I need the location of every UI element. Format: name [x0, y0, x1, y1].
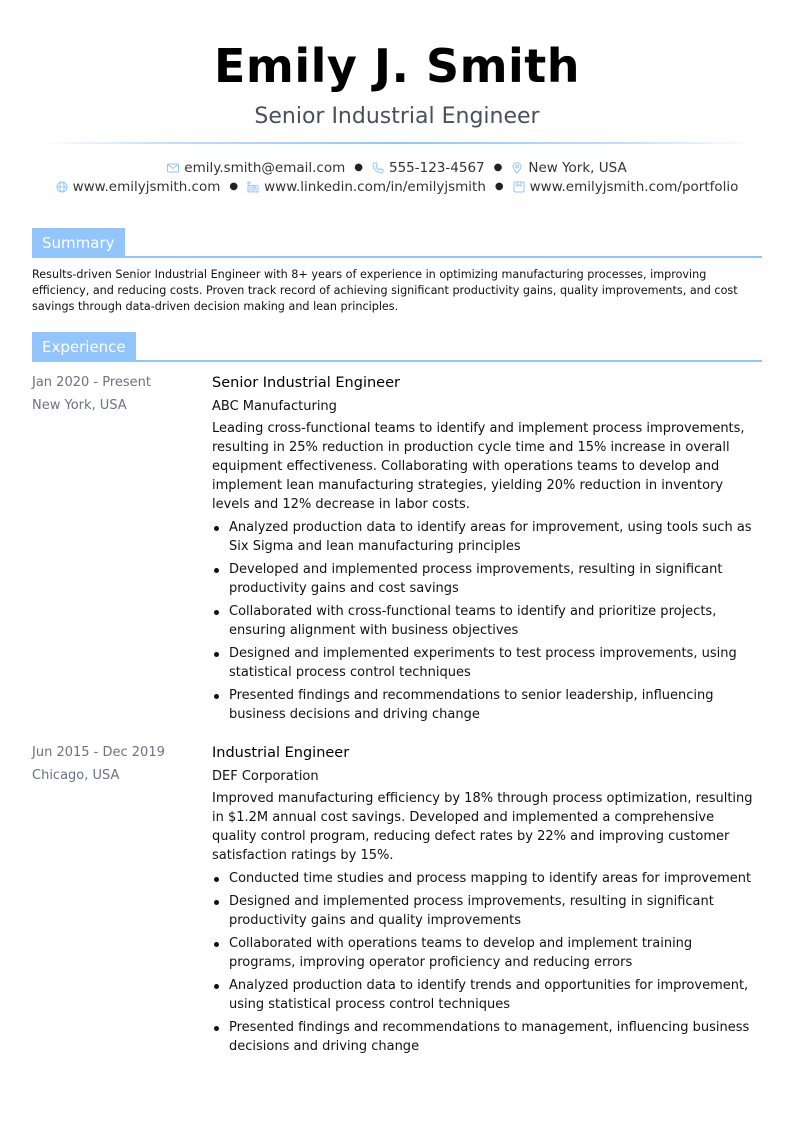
contact-location [511, 160, 626, 176]
job-location: Chicago, USA [32, 768, 120, 783]
separator-dot: ● [493, 162, 503, 173]
phone-icon [372, 162, 384, 174]
contact-row-1 [0, 158, 794, 177]
job-dates: Jun 2015 - Dec 2019 [32, 745, 165, 760]
list-item: Presented findings and recommendations to senior leadership, influencing business decisions and driving change [212, 686, 762, 724]
website-text: www.emilyjsmith.com [72, 178, 221, 195]
separator-dot: ● [229, 181, 239, 192]
job-bullets [212, 518, 762, 724]
summary-heading: Summary [32, 228, 125, 258]
contact-portfolio[interactable] [513, 179, 739, 195]
list-item: Presented findings and recommendations to management, influencing business decisions and driving change [212, 1018, 762, 1056]
resume-header [0, 0, 794, 196]
location-text: New York, USA [528, 159, 627, 176]
company-name: ABC Manufacturing [212, 399, 337, 414]
separator-dot: ● [494, 181, 504, 192]
candidate-name: Emily J. Smith [213, 39, 581, 93]
location-pin-icon [511, 162, 523, 174]
job-location: New York, USA [32, 398, 127, 413]
list-item: Designed and implemented experiments to test process improvements, using statistical process control techniques [212, 644, 762, 682]
contact-info [0, 158, 794, 196]
job-title-heading: Senior Industrial Engineer [254, 104, 540, 129]
job-meta [32, 371, 202, 417]
separator-dot: ● [354, 162, 363, 173]
job-title: Industrial Engineer [212, 745, 350, 761]
linkedin-icon [247, 181, 259, 193]
job-description: Leading cross-functional teams to identify and implement process improvements, resulting in 25% reduction in production cycle time and 15% increase in overall equipment effectiveness. Collaborating with operations teams to develop and implement lean manufacturing strategies, yielding 20% reduction in inventory levels and 12% decrease in labor costs. [212, 421, 745, 512]
contact-linkedin[interactable] [247, 179, 486, 195]
list-item: Conducted time studies and process mapping to identify areas for improvement [212, 869, 762, 888]
list-item: Analyzed production data to identify areas for improvement, using tools such as Six Sigma and lean manufacturing principles [212, 518, 762, 556]
list-item: Analyzed production data to identify trends and opportunities for improvement, using statistical process control techniques [212, 976, 762, 1014]
contact-email[interactable] [167, 160, 345, 176]
header-divider [37, 142, 757, 144]
experience-section-header [32, 332, 762, 362]
job-bullets [212, 869, 762, 1056]
list-item: Collaborated with cross-functional teams to identify and prioritize projects, ensuring alignment with business objectives [212, 602, 762, 640]
contact-website[interactable] [56, 179, 221, 195]
summary-section-header [32, 228, 762, 258]
job-details [212, 741, 762, 1060]
contact-row-2 [0, 177, 794, 196]
list-item: Developed and implemented process improvements, resulting in significant productivity gains and cost savings [212, 560, 762, 598]
experience-heading: Experience [32, 332, 136, 362]
globe-icon [56, 181, 68, 193]
linkedin-text: www.linkedin.com/in/emilyjsmith [264, 178, 486, 195]
phone-text: 555-123-4567 [388, 159, 485, 176]
job-dates: Jan 2020 - Present [32, 375, 151, 390]
portfolio-icon [513, 181, 525, 193]
mail-icon [167, 162, 179, 174]
job-details [212, 371, 762, 728]
job-meta [32, 741, 202, 787]
company-name: DEF Corporation [212, 769, 319, 784]
list-item: Designed and implemented process improvements, resulting in significant productivity gains and quality improvements [212, 892, 762, 930]
job-title: Senior Industrial Engineer [212, 375, 400, 391]
job-description: Improved manufacturing efficiency by 18% through process optimization, resulting in $1.2M annual cost savings. Developed and implemented a comprehensive quality control program, reducing defect rates by 22% and improving customer satisfaction ratings by 15%. [212, 791, 753, 863]
portfolio-text: www.emilyjsmith.com/portfolio [529, 178, 739, 195]
contact-phone[interactable] [372, 160, 485, 176]
list-item: Collaborated with operations teams to develop and implement training programs, improving operator proficiency and reducing errors [212, 934, 762, 972]
email-text: emily.smith@email.com [184, 159, 346, 176]
summary-text: Results-driven Senior Industrial Engineer with 8+ years of experience in optimizing manufacturing processes, improving efficiency, and reducing costs. Proven track record of achieving significant productivity gains, quality improvements, and cost savings through data-driven decision making and lean principles. [32, 268, 738, 314]
